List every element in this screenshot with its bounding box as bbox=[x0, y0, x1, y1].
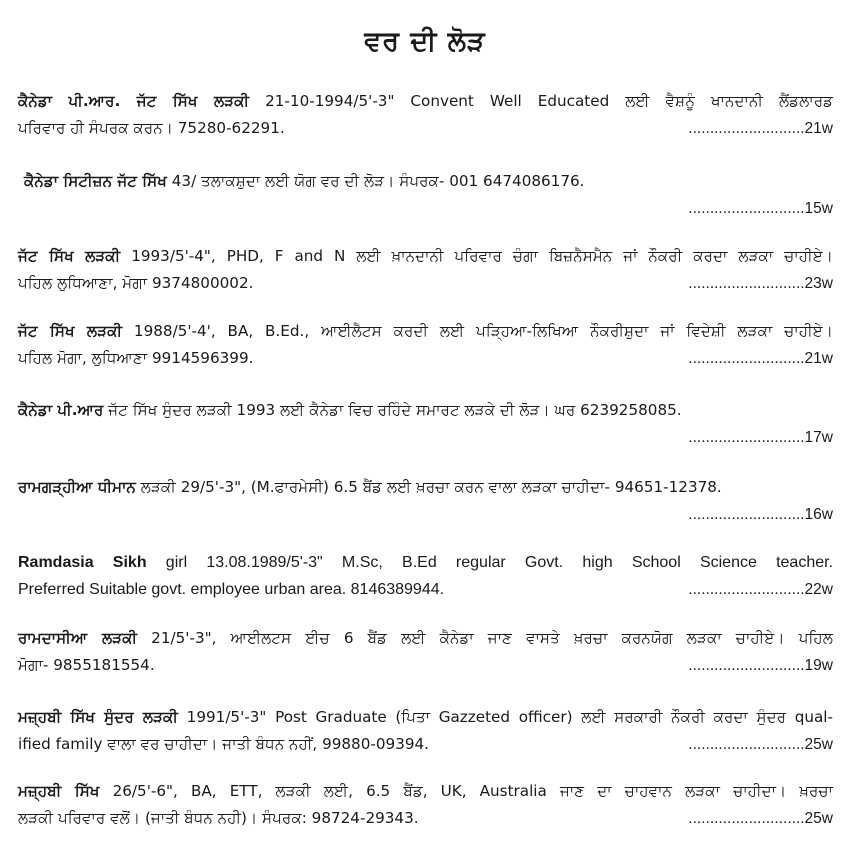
ad-text: ਜੱਟ ਸਿੱਖ ਸੁੰਦਰ ਲੜਕੀ 1993 ਲਈ ਕੈਨੇਡਾ ਵਿਚ ਰਹਿੰਦੇ ਸਮਾਰਟ ਲੜਕੇ ਦੀ ਲੋੜ। ਘਰ 6239258085. bbox=[103, 401, 682, 419]
ad-highlight: ਕੈਨੇਡਾ ਸਿਟੀਜ਼ਨ ਜੱਟ ਸਿੱਖ bbox=[24, 172, 167, 190]
ad-line-2 bbox=[18, 805, 833, 832]
ad-reference: ...........................22w bbox=[688, 581, 833, 598]
ad-line-2 bbox=[18, 652, 833, 679]
ad-reference: ...........................25w bbox=[688, 810, 833, 827]
ad-text: 1993/5'-4", PHD, F and N ਲਈ ਖ਼ਾਨਦਾਨੀ ਪਰਿਵਾਰ ਚੰਗਾ ਬਿਜ਼ਨੈਸਮੈਨ ਜਾਂ ਨੌਕਰੀ ਕਰਦਾ ਲੜਕਾ ਚਾਹੀਏ। bbox=[120, 247, 833, 265]
ad-text: Preferred Suitable govt. employee urban area. 8146389944. bbox=[18, 581, 445, 598]
ad-text: 26/5'-6", BA, ETT, ਲੜਕੀ ਲਈ, 6.5 ਬੈਂਡ, UK, Australia ਜਾਣ ਦਾ ਚਾਹਵਾਨ ਲੜਕਾ ਚਾਹੀਦਾ। ਖ਼ਰਚਾ bbox=[99, 782, 833, 800]
classified-ad bbox=[18, 243, 833, 297]
page-title: ਵਰ ਦੀ ਲੋੜ bbox=[364, 26, 486, 57]
classified-ad bbox=[18, 318, 833, 372]
ad-line-1 bbox=[18, 549, 833, 576]
ad-reference: ...........................25w bbox=[688, 736, 833, 753]
classified-ad bbox=[18, 397, 833, 451]
ad-line-1 bbox=[18, 704, 833, 731]
ad-line-1 bbox=[18, 474, 833, 501]
ad-text: 1988/5'-4', BA, B.Ed., ਆਈਲੈਟਸ ਕਰਦੀ ਲਈ ਪੜ੍ਹਿਆ-ਲਿਖਿਆ ਨੌਕਰੀਸ਼ੁਦਾ ਜਾਂ ਵਿਦੇਸ਼ੀ ਲੜਕਾ ਚਾਹੀਏ। bbox=[122, 322, 833, 340]
ad-text: 21-10-1994/5'-3" Convent Well Educated ਲਈ ਵੈਸ਼ਨੂੰ ਖਾਨਦਾਨੀ ਲੈਂਡਲਾਰਡ bbox=[249, 92, 833, 110]
ad-reference: ...........................15w bbox=[688, 200, 833, 217]
ad-line-1 bbox=[18, 778, 833, 805]
ad-text: ਮੋਗਾ- 9855181554. bbox=[18, 656, 155, 674]
classified-ad bbox=[18, 474, 833, 528]
classified-ad bbox=[18, 549, 833, 603]
ad-text: 21/5'-3", ਆਈਲਟਸ ਈਚ 6 ਬੈਂਡ ਲਈ ਕੈਨੇਡਾ ਜਾਣ ਵਾਸਤੇ ਖ਼ਰਚਾ ਕਰਨਯੋਗ ਲੜਕਾ ਚਾਹੀਏ। ਪਹਿਲ bbox=[137, 629, 833, 647]
ad-text: girl 13.08.1989/5'-3" M.Sc, B.Ed regular Govt. high School Science teacher. bbox=[146, 554, 834, 571]
ad-text: 43/ ਤਲਾਕਸ਼ੁਦਾ ਲਈ ਯੋਗ ਵਰ ਦੀ ਲੋੜ। ਸੰਪਰਕ- 001 6474086176. bbox=[166, 172, 585, 190]
classified-ad bbox=[18, 88, 833, 142]
ad-text: ਪਹਿਲ ਲੁਧਿਆਣਾ, ਮੋਗਾ 9374800002. bbox=[18, 274, 254, 292]
ad-line-2 bbox=[18, 576, 833, 603]
ad-highlight: ਜੱਟ ਸਿੱਖ ਲੜਕੀ bbox=[18, 247, 121, 265]
ad-highlight: ਮਜ਼੍ਹਬੀ ਸਿੱਖ ਸੁੰਦਰ ਲੜਕੀ bbox=[18, 708, 178, 726]
classified-ad bbox=[18, 704, 833, 758]
ad-reference: ...........................21w bbox=[688, 120, 833, 137]
classified-ad bbox=[24, 168, 833, 222]
classified-ad bbox=[18, 778, 833, 832]
ad-reference: ...........................19w bbox=[688, 657, 833, 674]
ad-text: 1991/5'-3" Post Graduate (ਪਿਤਾ Gazzeted officer) ਲਈ ਸਰਕਾਰੀ ਨੌਕਰੀ ਕਰਦਾ ਸੁੰਦਰ qual- bbox=[178, 708, 833, 726]
ad-reference: ...........................16w bbox=[688, 506, 833, 523]
ad-highlight: ਜੱਟ ਸਿੱਖ ਲੜਕੀ bbox=[18, 322, 123, 340]
ad-highlight: ਰਾਮਦਾਸੀਆ ਲੜਕੀ bbox=[18, 629, 138, 647]
ad-text: ਪਹਿਲ ਮੋਗਾ, ਲੁਧਿਆਣਾ 9914596399. bbox=[18, 349, 254, 367]
ad-highlight: ਕੈਨੇਡਾ ਪੀ.ਆਰ bbox=[18, 401, 104, 419]
ad-line-2 bbox=[18, 115, 833, 142]
ad-highlight: ਰਾਮਗੜ੍ਹੀਆ ਧੀਮਾਨ bbox=[18, 478, 136, 496]
ad-highlight: ਮਜ਼੍ਹਬੀ ਸਿੱਖ bbox=[18, 782, 100, 800]
ad-line-1 bbox=[18, 318, 833, 345]
ad-reference: ...........................17w bbox=[688, 429, 833, 446]
ad-text: ਲੜਕੀ 29/5'-3", (M.ਫਾਰਮੇਸੀ) 6.5 ਬੈਂਡ ਲਈ ਖ਼ਰਚਾ ਕਰਨ ਵਾਲਾ ਲੜਕਾ ਚਾਹੀਦਾ- 94651-12378. bbox=[135, 478, 722, 496]
ad-reference: ...........................21w bbox=[688, 350, 833, 367]
ad-highlight: ਕੈਨੇਡਾ ਪੀ.ਆਰ. ਜੱਟ ਸਿੱਖ ਲੜਕੀ bbox=[18, 92, 250, 110]
ad-highlight: Ramdasia Sikh bbox=[18, 554, 147, 571]
ad-text: ਪਰਿਵਾਰ ਹੀ ਸੰਪਰਕ ਕਰਨ। 75280-62291. bbox=[18, 119, 285, 137]
ad-line-2 bbox=[18, 345, 833, 372]
ad-line-1 bbox=[18, 243, 833, 270]
ad-text: ified family ਵਾਲਾ ਵਰ ਚਾਹੀਦਾ। ਜਾਤੀ ਬੰਧਨ ਨਹੀਂ, 99880-09394. bbox=[18, 735, 430, 753]
ad-line-1 bbox=[18, 397, 833, 424]
ad-line-1 bbox=[24, 168, 833, 195]
ad-reference: ...........................23w bbox=[688, 275, 833, 292]
ad-line-2 bbox=[18, 731, 833, 758]
ad-line-1 bbox=[18, 625, 833, 652]
classified-ad bbox=[18, 625, 833, 679]
ad-line-2 bbox=[18, 270, 833, 297]
ad-text: ਲੜਕੀ ਪਰਿਵਾਰ ਵਲੋਂ। (ਜਾਤੀ ਬੰਧਨ ਨਹੀ)। ਸੰਪਰਕ: 98724-29343. bbox=[18, 809, 419, 827]
ad-line-1 bbox=[18, 88, 833, 115]
